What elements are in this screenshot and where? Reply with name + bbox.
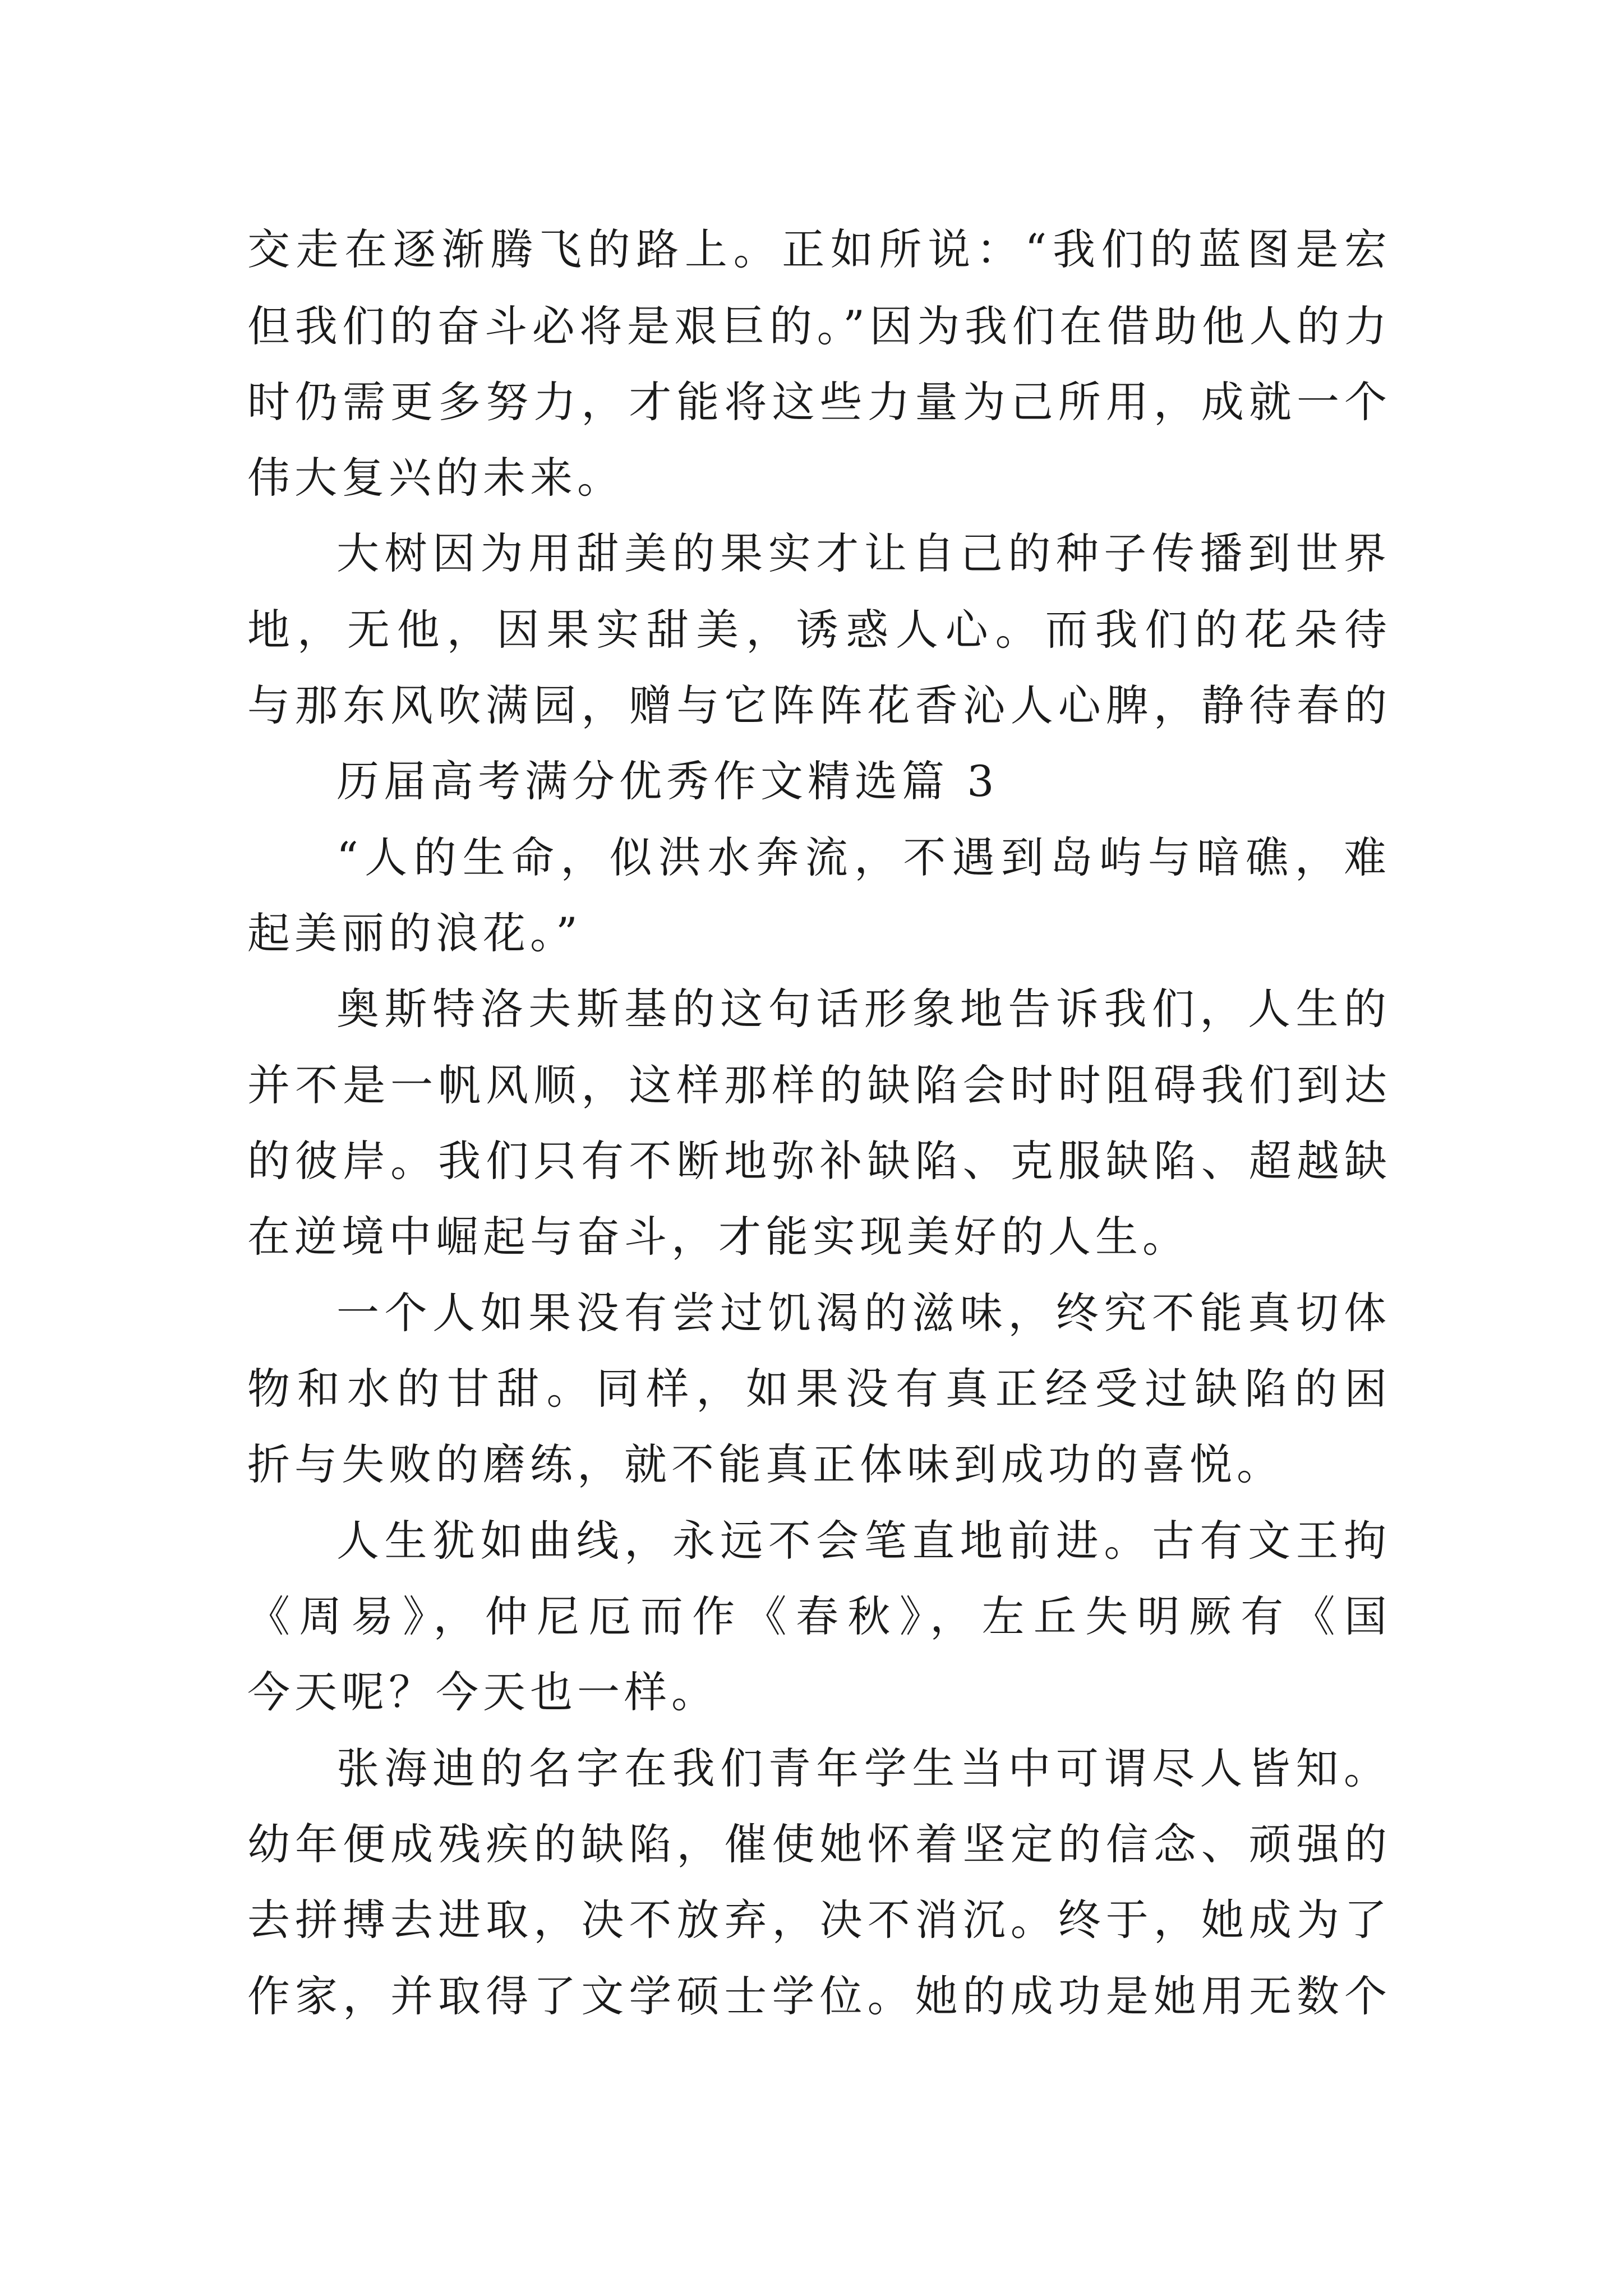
text-line: 今天呢？今天也一样。 (247, 1667, 718, 1717)
text-line: 交走在逐渐腾飞的路上。正如所说：“我们的蓝图是宏 (247, 224, 1391, 274)
text-line: 时仍需更多努力，才能将这些力量为己所用，成就一个 (247, 377, 1391, 427)
text-line: 但我们的奋斗必将是艰巨的。”因为我们在借助他人的力 (247, 301, 1391, 351)
text-line: 在逆境中崛起与奋斗，才能实现美好的人生。 (247, 1212, 1189, 1262)
paragraph-first-line: “人的生命，似洪水奔流，不遇到岛屿与暗礁，难 (336, 832, 1391, 882)
text-line: 幼年便成残疾的缺陷，催使她怀着坚定的信念、顽强的 (247, 1819, 1391, 1869)
text-line: 地，无他，因果实甜美，诱惑人心。而我们的花朵待 (247, 605, 1391, 655)
text-line: 折与失败的磨练，就不能真正体味到成功的喜悦。 (247, 1439, 1284, 1489)
section-heading: 历届高考满分优秀作文精选篇 3 (336, 756, 999, 806)
text-line: 与那东风吹满园，赠与它阵阵花香沁人心脾，静待春的 (247, 680, 1391, 730)
text-line: 的彼岸。我们只有不断地弥补缺陷、克服缺陷、超越缺 (247, 1136, 1391, 1186)
text-line: 起美丽的浪花。” (247, 908, 582, 958)
paragraph-first-line: 大树因为用甜美的果实才让自己的种子传播到世界 (336, 528, 1391, 578)
text-line: 作家，并取得了文学硕士学位。她的成功是她用无数个 (247, 1971, 1391, 2021)
paragraph-first-line: 奥斯特洛夫斯基的这句话形象地告诉我们，人生的 (336, 984, 1391, 1034)
text-line: 并不是一帆风顺，这样那样的缺陷会时时阻碍我们到达 (247, 1060, 1391, 1110)
text-line: 去拼搏去进取，决不放弃，决不消沉。终于，她成为了 (247, 1895, 1391, 1945)
paragraph-first-line: 一个人如果没有尝过饥渴的滋味，终究不能真切体 (336, 1288, 1391, 1338)
text-line: 伟大复兴的未来。 (247, 453, 624, 503)
paragraph-first-line: 张海迪的名字在我们青年学生当中可谓尽人皆知。 (336, 1743, 1391, 1793)
text-line: 物和水的甘甜。同样，如果没有真正经受过缺陷的困 (247, 1364, 1391, 1414)
text-line: 《周易》，仲尼厄而作《春秋》，左丘失明厥有《国 (247, 1591, 1391, 1641)
paragraph-first-line: 人生犹如曲线，永远不会笔直地前进。古有文王拘 (336, 1516, 1391, 1566)
